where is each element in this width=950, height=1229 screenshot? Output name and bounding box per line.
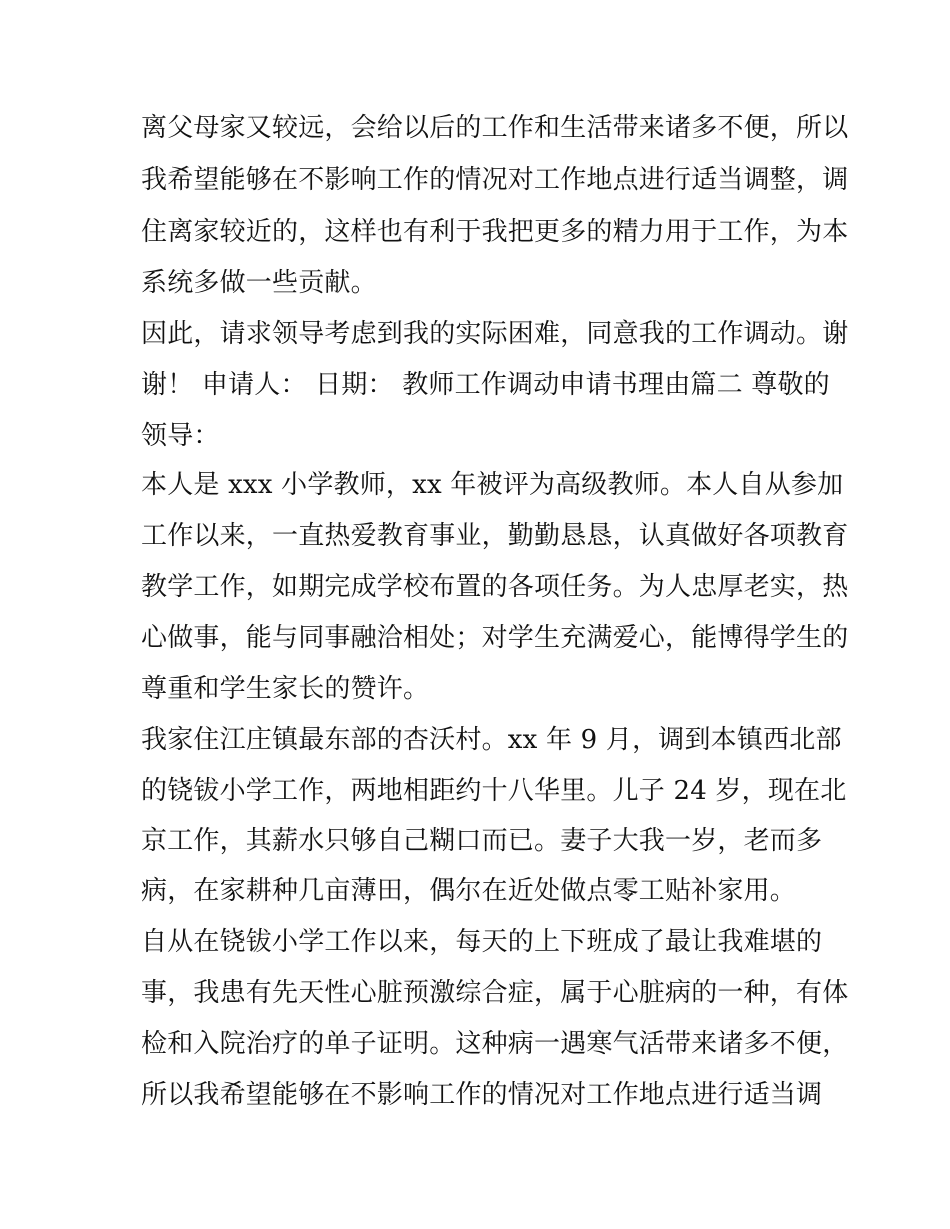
text-line: 本人是 xxx 小学教师，xx 年被评为高级教师。本人自从参加 [141, 470, 844, 500]
text-line: 心做事，能与同事融洽相处；对学生充满爱心，能博得学生的 [141, 623, 849, 653]
text-line: 系统多做一些贡献。 [141, 268, 377, 298]
text-line: 检和入院治疗的单子证明。这种病一遇寒气活带来诸多不便， [141, 1029, 849, 1059]
text-line: 病，在家耕种几亩薄田，偶尔在近处做点零工贴补家用。 [141, 876, 797, 906]
text-line: 因此，请求领导考虑到我的实际困难，同意我的工作调动。谢 [141, 319, 849, 349]
text-line: 领导： [141, 421, 220, 451]
text-line: 的铙钹小学工作，两地相距约十八华里。儿子 24 岁，现在北 [141, 776, 847, 806]
text-line: 教学工作，如期完成学校布置的各项任务。为人忠厚老实，热 [141, 572, 849, 602]
text-line: 所以我希望能够在不影响工作的情况对工作地点进行适当调 [141, 1080, 823, 1110]
text-line: 工作以来，一直热爱教育事业，勤勤恳恳，认真做好各项教育 [141, 521, 849, 551]
text-line: 我希望能够在不影响工作的情况对工作地点进行适当调整，调 [141, 165, 849, 195]
text-line: 住离家较近的，这样也有利于我把更多的精力用于工作，为本 [141, 217, 849, 247]
text-line: 尊重和学生家长的赞许。 [141, 674, 430, 704]
text-line: 离父母家又较远，会给以后的工作和生活带来诸多不便，所以 [141, 113, 849, 143]
text-line: 谢！ 申请人： 日期： 教师工作调动申请书理由篇二 尊敬的 [141, 370, 830, 400]
text-line: 事，我患有先天性心脏预激综合症，属于心脏病的一种，有体 [141, 978, 849, 1008]
text-line: 我家住江庄镇最东部的杏沃村。xx 年 9 月，调到本镇西北部 [141, 725, 842, 755]
text-line: 自从在铙钹小学工作以来，每天的上下班成了最让我难堪的 [141, 927, 823, 957]
text-line: 京工作，其薪水只够自己糊口而已。妻子大我一岁，老而多 [141, 826, 823, 856]
